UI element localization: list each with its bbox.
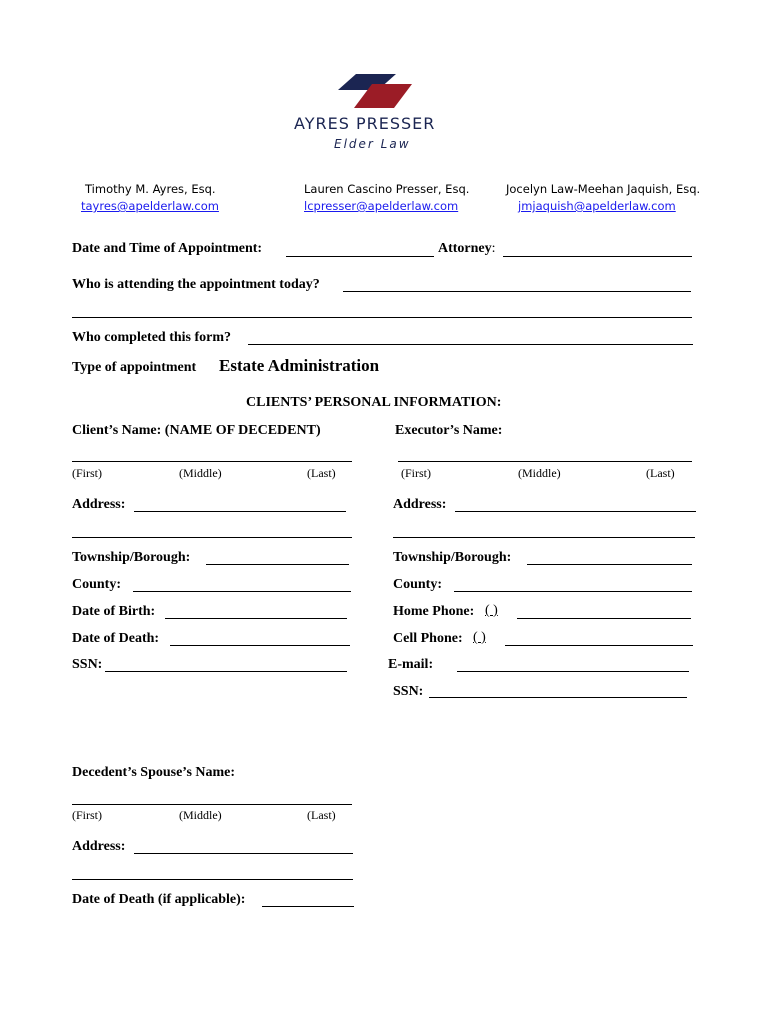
- executor-middle-caption: (Middle): [518, 466, 561, 480]
- attending-field[interactable]: [343, 291, 691, 292]
- executor-address-label: Address:: [393, 497, 447, 512]
- client-county-field[interactable]: [133, 591, 351, 592]
- client-dob-label: Date of Birth:: [72, 604, 156, 619]
- firm-logo-mark: [338, 72, 414, 110]
- client-address-label: Address:: [72, 497, 126, 512]
- spouse-address-field[interactable]: [134, 853, 353, 854]
- attorney-3-name: Jocelyn Law-Meehan Jaquish, Esq.: [506, 182, 701, 196]
- attorney-label: [438, 241, 496, 257]
- spouse-dod-field[interactable]: [262, 906, 354, 907]
- date-time-label: Date and Time of Appointment:: [72, 241, 263, 256]
- executor-ssn-field[interactable]: [429, 697, 687, 698]
- attorney-1-email[interactable]: tayres@apelderlaw.com: [81, 199, 219, 213]
- executor-home-phone-label: Home Phone:: [393, 604, 475, 619]
- executor-email-label: E-mail:: [388, 657, 434, 672]
- attending-label: Who is attending the appointment today?: [72, 277, 320, 292]
- executor-email-field[interactable]: [457, 671, 689, 672]
- executor-township-label: Township/Borough:: [393, 550, 512, 565]
- client-last-caption: (Last): [307, 466, 336, 480]
- spouse-dod-label: Date of Death (if applicable):: [72, 892, 246, 907]
- executor-name-field[interactable]: [398, 461, 692, 462]
- attorney-label-text: Attorney: [438, 241, 492, 256]
- executor-address-field-line-2[interactable]: [393, 537, 695, 538]
- executor-county-field[interactable]: [454, 591, 692, 592]
- executor-address-field[interactable]: [455, 511, 696, 512]
- completed-label: Who completed this form?: [72, 330, 232, 345]
- attorney-2-email[interactable]: lcpresser@apelderlaw.com: [304, 199, 459, 213]
- firm-tagline: Elder Law: [334, 137, 411, 151]
- spouse-address-label: Address:: [72, 839, 126, 854]
- attorney-1-name: Timothy M. Ayres, Esq.: [85, 182, 216, 196]
- client-dob-field[interactable]: [165, 618, 347, 619]
- executor-cell-phone-field[interactable]: [505, 645, 693, 646]
- spouse-middle-caption: (Middle): [179, 808, 222, 822]
- executor-county-label: County:: [393, 577, 443, 592]
- date-time-field[interactable]: [286, 256, 434, 257]
- attorney-3-email[interactable]: jmjaquish@apelderlaw.com: [518, 199, 676, 213]
- section-title: CLIENTS’ PERSONAL INFORMATION:: [246, 395, 502, 410]
- client-ssn-field[interactable]: [105, 671, 347, 672]
- appointment-type-value: Estate Administration: [219, 356, 380, 375]
- attorney-field[interactable]: [503, 256, 692, 257]
- executor-name-label: Executor’s Name:: [395, 423, 503, 438]
- client-name-label: Client’s Name: (NAME OF DECEDENT): [72, 423, 321, 438]
- client-dod-label: Date of Death:: [72, 631, 160, 646]
- client-address-field-line-2[interactable]: [72, 537, 352, 538]
- executor-first-caption: (First): [401, 466, 431, 480]
- executor-township-field[interactable]: [527, 564, 692, 565]
- attorney-label-colon: :: [491, 241, 496, 256]
- client-address-field[interactable]: [134, 511, 346, 512]
- client-ssn-label: SSN:: [72, 657, 103, 672]
- appointment-type-label: Type of appointment: [72, 360, 197, 375]
- executor-cell-phone-area-code: ( ): [473, 630, 486, 645]
- executor-last-caption: (Last): [646, 466, 675, 480]
- spouse-first-caption: (First): [72, 808, 102, 822]
- client-name-field[interactable]: [72, 461, 352, 462]
- executor-cell-phone-label: Cell Phone:: [393, 631, 463, 646]
- client-township-label: Township/Borough:: [72, 550, 191, 565]
- client-township-field[interactable]: [206, 564, 349, 565]
- completed-field[interactable]: [248, 344, 693, 345]
- spouse-name-label: Decedent’s Spouse’s Name:: [72, 765, 236, 780]
- spouse-address-field-line-2[interactable]: [72, 879, 353, 880]
- client-first-caption: (First): [72, 466, 102, 480]
- firm-name: AYRES PRESSER: [294, 114, 436, 133]
- attorney-2-name: Lauren Cascino Presser, Esq.: [304, 182, 470, 196]
- attending-field-line-2[interactable]: [72, 317, 692, 318]
- client-middle-caption: (Middle): [179, 466, 222, 480]
- executor-home-phone-field[interactable]: [517, 618, 691, 619]
- client-dod-field[interactable]: [170, 645, 350, 646]
- spouse-name-field[interactable]: [72, 804, 352, 805]
- client-county-label: County:: [72, 577, 122, 592]
- executor-ssn-label: SSN:: [393, 684, 424, 699]
- spouse-last-caption: (Last): [307, 808, 336, 822]
- executor-home-phone-area-code: ( ): [485, 603, 498, 618]
